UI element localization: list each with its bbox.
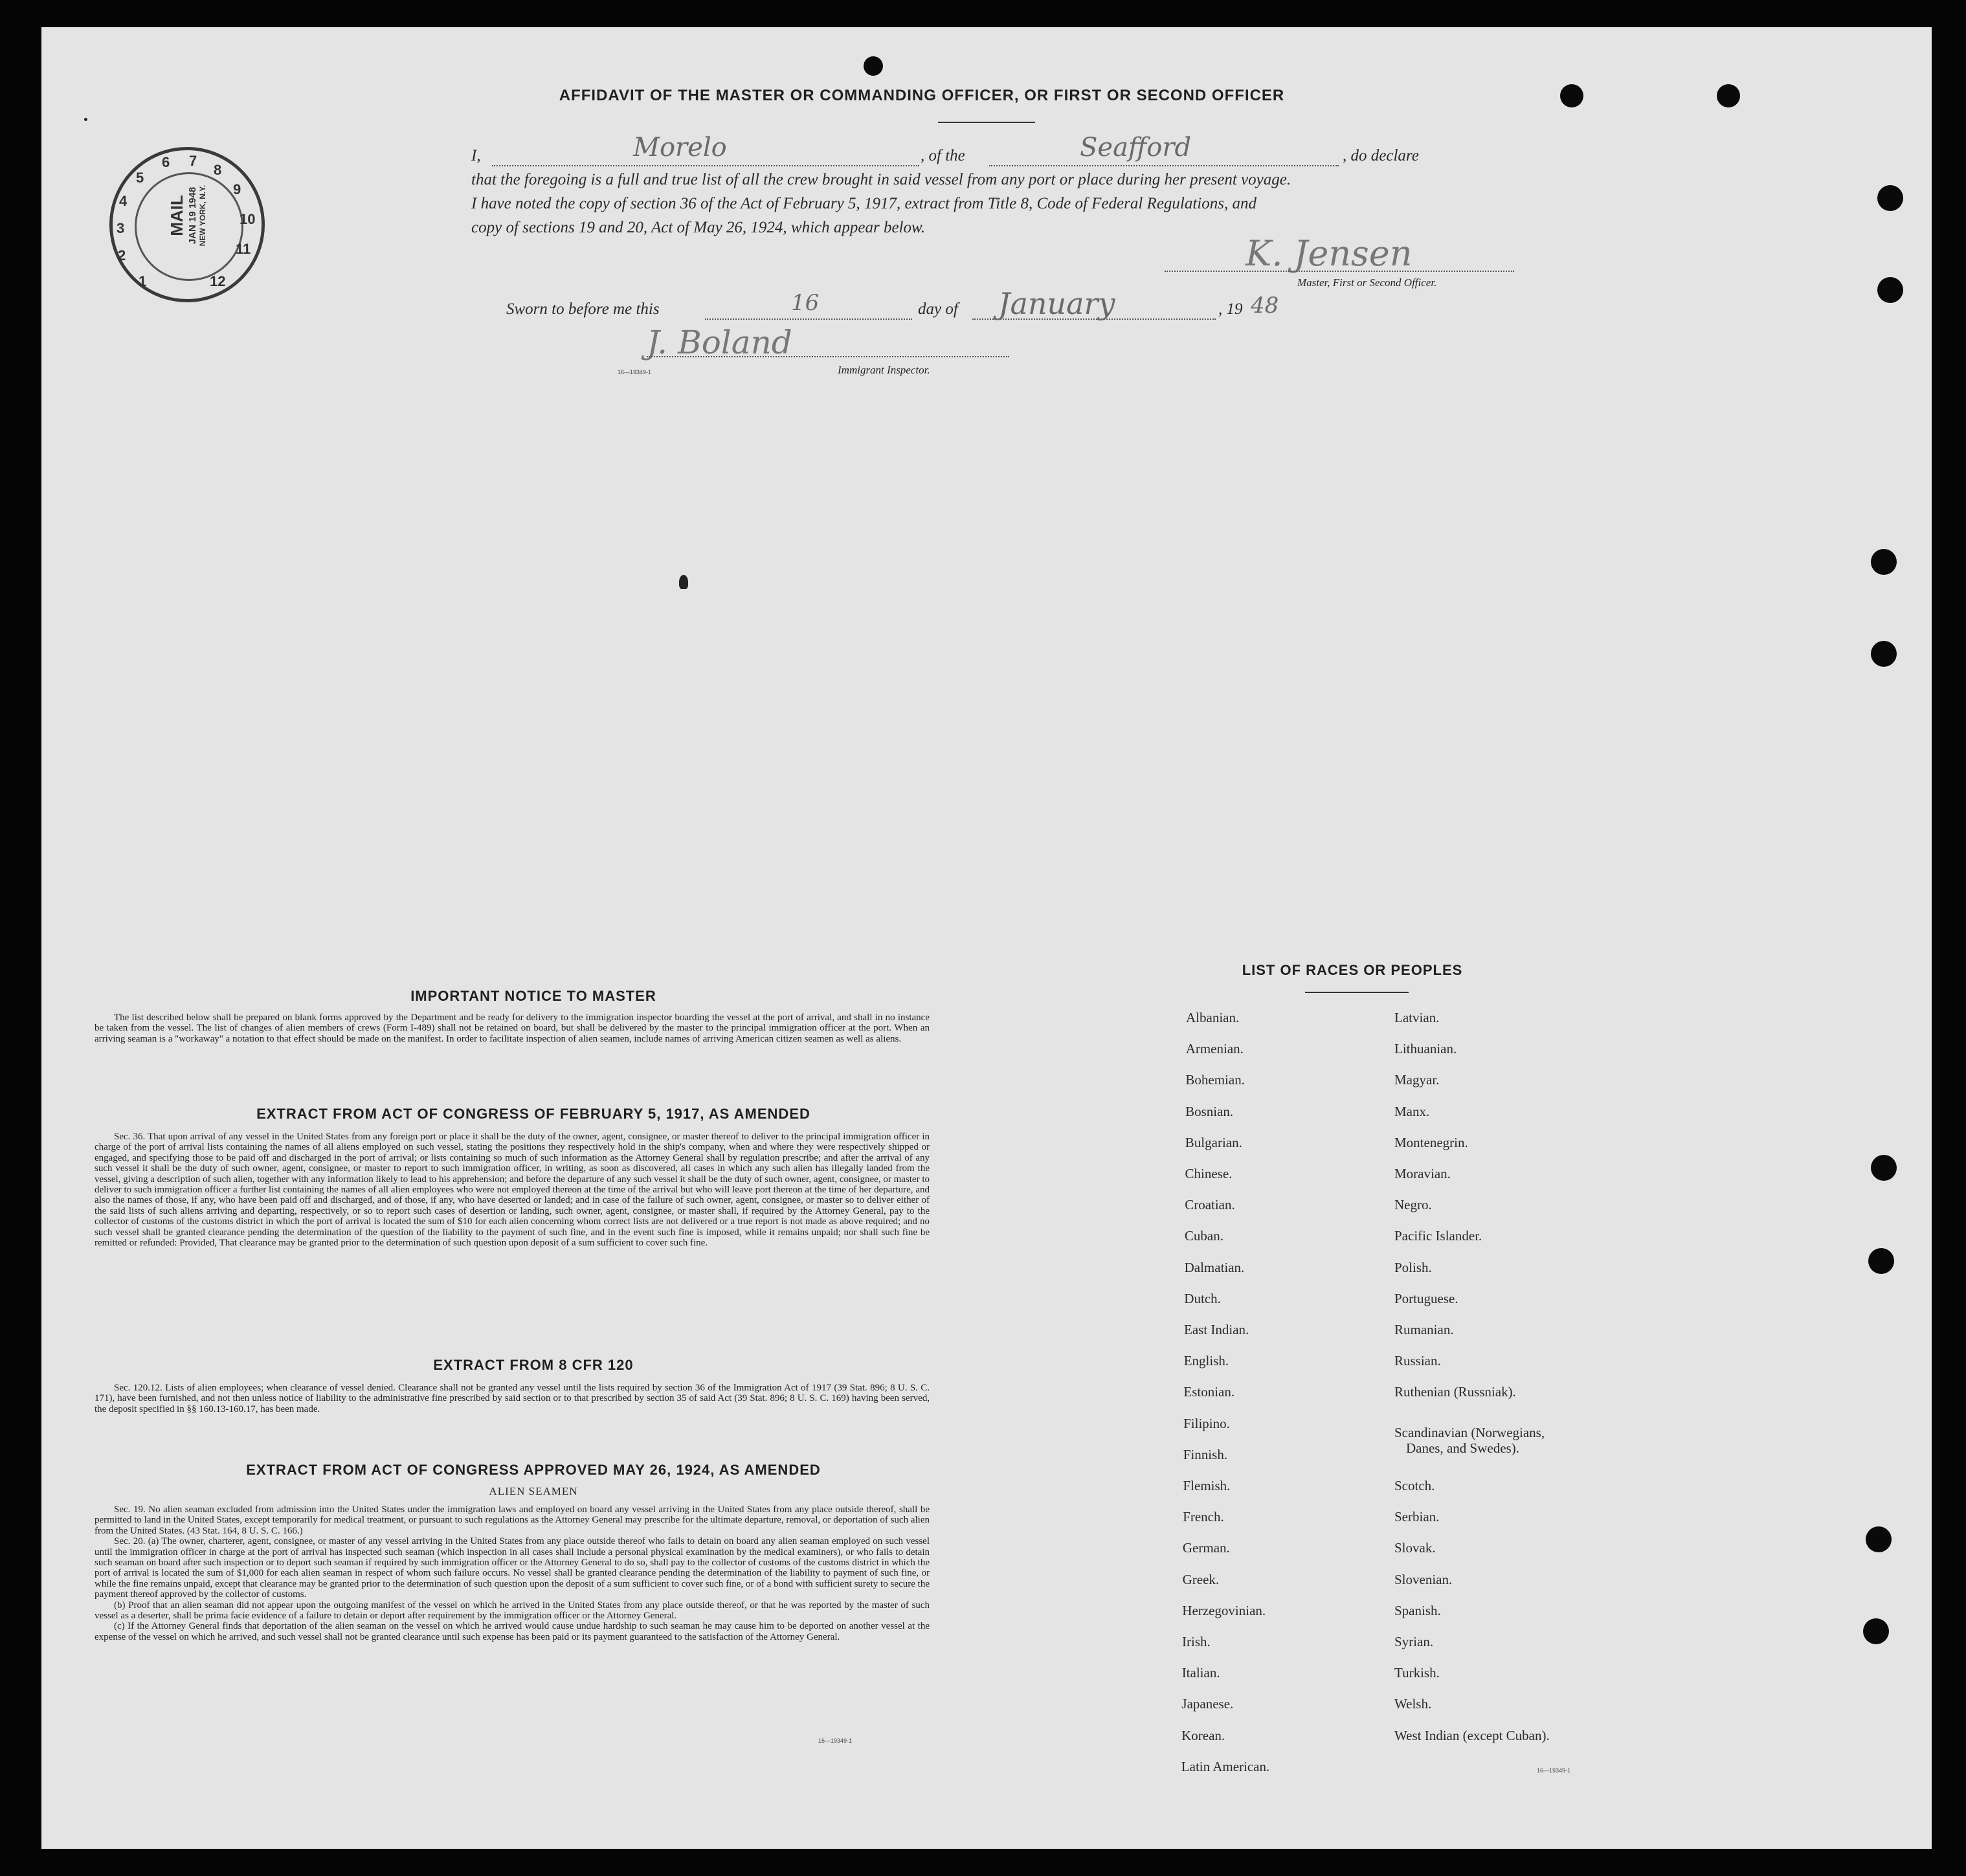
race-item: French. bbox=[1183, 1509, 1224, 1525]
race-item: German. bbox=[1182, 1540, 1230, 1556]
race-item: Dalmatian. bbox=[1184, 1259, 1245, 1275]
punch-hole bbox=[1877, 277, 1903, 303]
punch-hole bbox=[1717, 84, 1740, 107]
stamp-mail: MAIL bbox=[167, 195, 186, 236]
race-item: Bulgarian. bbox=[1185, 1134, 1242, 1150]
race-item: Filipino. bbox=[1183, 1415, 1230, 1431]
race-item: Herzegovinian. bbox=[1182, 1602, 1266, 1618]
affidavit-title: AFFIDAVIT OF THE MASTER OR COMMANDING OFFICER, OR FIRST OR SECOND OFFICER bbox=[559, 87, 1285, 104]
handwritten-day: 16 bbox=[791, 290, 820, 316]
name-field-line bbox=[492, 165, 919, 166]
stamp-core bbox=[167, 167, 207, 264]
extract3-paragraph: Sec. 20. (a) The owner, charterer, agent, consignee, or master of any vessel arriving in the United States from any place outside thereof who fails to detain on board any alien seaman employed on such vessel until the immigration officer in charge at the port of arrival has inspected such seaman (which inspection in all cases shall include a personal physical examination by the medical examiners), or who fails to detain such seaman on board after such inspection or to deport such seaman if required by such immigration officer or the Attorney General to do so, shall pay to the collector of customs of the customs district in which the port of arrival is located the sum of $1,000 for each alien seaman in respect of whom such failure occurs. No vessel shall be granted clearance pending the determination of the liability to payment of such fine, or while the fine remains unpaid, except that clearance may be granted prior to the determination of such question upon the deposit of a sum sufficient to cover such fine, or of a bond with sufficient surety to secure the payment thereof approved by the collector of customs. bbox=[95, 1536, 930, 1600]
race-item: Korean. bbox=[1181, 1727, 1225, 1743]
extract3-paragraph: Sec. 19. No alien seaman excluded from admission into the United States under the immigration laws and employed on board any vessel arriving in the United States from any place outside thereof, shall be permitted to land in the United States, except temporarily for medical treatment, or pursuant to such regulations as the Attorney General may prescribe for the ultimate departure, removal, or deportation of such alien from the United States. (43 Stat. 164, 8 U. S. C. 166.) bbox=[95, 1504, 930, 1536]
affidavit-line-2: that the foregoing is a full and true list of all the crew brought in said vessel from any port or place during her present voyage. bbox=[471, 171, 1291, 188]
race-item: Bohemian. bbox=[1185, 1072, 1245, 1088]
race-item: Moravian. bbox=[1394, 1166, 1451, 1181]
race-item: Cuban. bbox=[1184, 1228, 1223, 1244]
form-number: 16—19349-1 bbox=[618, 369, 652, 375]
affidavit-line-4: copy of sections 19 and 20, Act of May 26, 1924, which appear below. bbox=[471, 219, 926, 236]
punch-hole bbox=[864, 56, 883, 76]
handwritten-name: Morelo bbox=[633, 133, 727, 162]
punch-hole bbox=[1871, 641, 1897, 667]
race-item: Montenegrin. bbox=[1394, 1134, 1468, 1150]
vessel-field-line bbox=[989, 165, 1339, 166]
race-item: East Indian. bbox=[1184, 1322, 1249, 1337]
stamp-digit: 3 bbox=[117, 220, 125, 236]
race-item: Finnish. bbox=[1183, 1446, 1228, 1462]
day-of-label: day of bbox=[918, 300, 958, 318]
extract2-title: EXTRACT FROM 8 CFR 120 bbox=[433, 1357, 634, 1373]
races-title: LIST OF RACES OR PEOPLES bbox=[1242, 962, 1463, 978]
race-item: Slovenian. bbox=[1394, 1571, 1453, 1587]
race-item: Turkish. bbox=[1394, 1665, 1440, 1681]
extract3-paragraph: (b) Proof that an alien seaman did not appear upon the outgoing manifest of the vessel on which he arrived in the United States from any place outside thereof, or that he was reported by the master of such vessel as a deserter, shall be prima facie evidence of a failure to detain or deport after requirement by the immigration officer or the Attorney General. bbox=[95, 1600, 930, 1622]
race-item: Irish. bbox=[1182, 1634, 1211, 1649]
extract3-subtitle: ALIEN SEAMEN bbox=[489, 1485, 578, 1497]
extract3-form-number: 16—19349-1 bbox=[818, 1737, 853, 1744]
master-signature-line bbox=[1165, 271, 1514, 272]
handwritten-year: 48 bbox=[1251, 293, 1279, 318]
race-item: Greek. bbox=[1182, 1571, 1220, 1587]
day-field-line bbox=[705, 318, 912, 320]
stamp-digit: 10 bbox=[240, 211, 256, 227]
race-item: English. bbox=[1183, 1353, 1229, 1369]
race-item: Chinese. bbox=[1185, 1166, 1233, 1181]
postal-stamp bbox=[109, 147, 265, 302]
stamp-digit: 11 bbox=[236, 241, 251, 257]
punch-hole bbox=[1866, 1526, 1892, 1552]
race-item: Syrian. bbox=[1394, 1634, 1434, 1649]
extract2-paragraph: Sec. 120.12. Lists of alien employees; when clearance of vessel denied. Clearance shall not be granted any vessel until the lists required by section 36 of the Immigration Act of 1917 (39 Stat. 896; 8 U. S. C. 171), have been furnished, and not then unless notice of liability to the administrative fine prescribed by said section or to that prescribed by section 35 of said Act (39 Stat. 896; 8 U. S. C. 169) having been served, the deposit specified in §§ 160.13-160.17, has been made. bbox=[95, 1383, 930, 1414]
race-item: Lithuanian. bbox=[1394, 1041, 1457, 1057]
race-item: Croatian. bbox=[1185, 1197, 1235, 1213]
race-item: Portuguese. bbox=[1394, 1290, 1458, 1306]
race-item: Rumanian. bbox=[1394, 1322, 1454, 1337]
stamp-digit: 6 bbox=[162, 154, 170, 170]
ink-speck bbox=[679, 575, 688, 589]
inspector-signature-line bbox=[647, 356, 1009, 357]
stamp-digit: 9 bbox=[233, 181, 241, 197]
race-item: Japanese. bbox=[1181, 1696, 1234, 1712]
inspector-signature: J. Boland bbox=[647, 324, 792, 361]
stamp-digit: 4 bbox=[119, 193, 128, 209]
of-the-label: , of the bbox=[921, 147, 965, 164]
race-item: Spanish. bbox=[1394, 1602, 1441, 1618]
extract1-paragraph: Sec. 36. That upon arrival of any vessel in the United States from any foreign port or place it shall be the duty of the owner, agent, consignee, or master thereof to deliver to the principal immigration officer in charge of the port of arrival lists containing the names of all aliens employed on such vessel, stating the positions they respectively hold in the ship's company, when and where they were respectively shipped or engaged, and specifying those to be paid off and discharged in the port of arrival; or lists containing so much of such information as the Attorney General shall by regulation prescribe; and after the arrival of any such vessel it shall be the duty of such owner, agent, consignee, or master to report to such immigration officer, in writing, as soon as discovered, all cases in which any such alien has illegally landed from the vessel, giving a description of such alien, together with any information likely to lead to his apprehension; and before the departure of any such vessel it shall be the duty of such owner, agent, consignee, or master to deliver to such immigration officer a further list containing the names of all alien employees who were not employed thereon at the time of the arrival but who will leave port thereon at the time of her departure, and also the names of those, if any, who have been paid off and discharged, and of those, if any, who have deserted or landed; and in case of the failure of such owner, agent, consignee, or master so to deliver either of the said lists of such aliens arriving and departing, respectively, or so to report such cases of desertion or landing, such owner, agent, consignee, or master shall, if required by the Attorney General, pay to the collector of customs of the customs district in which the port of arrival is located the sum of $10 for each alien concerning whom correct lists are not delivered or a true report is not made as above required; and no such vessel shall be granted clearance pending the determination of the question of the liability to the payment of such fine, and in the event such fine is imposed, while it remains unpaid; nor shall such fine be remitted or refunded: Provided, That clearance may be granted prior to the determination of such question upon deposit of a sum sufficient to cover such fine. bbox=[95, 1132, 930, 1249]
stamp-digit: 5 bbox=[136, 170, 144, 186]
extract3-title: EXTRACT FROM ACT OF CONGRESS APPROVED MAY 26, 1924, AS AMENDED bbox=[246, 1462, 821, 1478]
do-declare-label: , do declare bbox=[1343, 147, 1419, 164]
race-item: Polish. bbox=[1394, 1259, 1432, 1275]
race-item: Dutch. bbox=[1184, 1290, 1221, 1306]
affidavit-line-3: I have noted the copy of section 36 of the Act of February 5, 1917, extract from Title 8, Code of Federal Regulations, and bbox=[471, 195, 1257, 212]
extract3-paragraph: (c) If the Attorney General finds that deportation of the alien seaman on the vessel on which he arrived would cause undue hardship to such seaman he may cause him to be deported on another vessel at the expense of the vessel on which he arrived, and such vessel shall not be granted clearance until such expense has been paid or its payment guaranteed to the satisfaction of the Attorney General. bbox=[95, 1621, 930, 1642]
handwritten-vessel: Seafford bbox=[1080, 133, 1192, 162]
master-caption: Master, First or Second Officer. bbox=[1297, 276, 1437, 289]
title-underline bbox=[938, 122, 1035, 123]
punch-hole bbox=[1863, 1618, 1889, 1644]
race-item: Scotch. bbox=[1394, 1478, 1435, 1493]
race-item: Flemish. bbox=[1183, 1478, 1231, 1493]
race-item: Serbian. bbox=[1394, 1509, 1440, 1525]
races-title-underline bbox=[1305, 992, 1409, 993]
race-item: Ruthenian (Russniak). bbox=[1394, 1384, 1516, 1400]
punch-hole bbox=[1868, 1248, 1894, 1274]
race-item: Negro. bbox=[1394, 1197, 1432, 1213]
race-item: Armenian. bbox=[1185, 1041, 1244, 1057]
race-item: Estonian. bbox=[1183, 1384, 1235, 1400]
stamp-digit: 1 bbox=[139, 273, 147, 289]
extract3-text bbox=[95, 1504, 930, 1642]
handwritten-month: January bbox=[998, 286, 1115, 321]
punch-hole bbox=[1871, 1155, 1897, 1181]
race-item: Albanian. bbox=[1186, 1010, 1240, 1025]
race-item: West Indian (except Cuban). bbox=[1394, 1727, 1550, 1743]
stamp-digit: 8 bbox=[214, 162, 222, 178]
race-item: Danes, and Swedes). bbox=[1406, 1440, 1519, 1456]
extract1-title: EXTRACT FROM ACT OF CONGRESS OF FEBRUARY 5, 1917, AS AMENDED bbox=[256, 1106, 810, 1122]
ink-speck bbox=[84, 118, 87, 121]
master-signature: K. Jensen bbox=[1246, 233, 1413, 274]
stamp-city: NEW YORK, N.Y. bbox=[198, 184, 207, 247]
sworn-label: Sworn to before me this bbox=[506, 300, 660, 318]
year-prefix: , 19 bbox=[1218, 300, 1243, 318]
punch-hole bbox=[1871, 549, 1897, 575]
prefix-i: I, bbox=[471, 147, 481, 164]
notice-paragraph: The list described below shall be prepared on blank forms approved by the Department and be ready for delivery to the immigration inspector boarding the vessel at the port of arrival, and shall in no instance be taken from the vessel. The list of changes of alien members of crews (Form I-489) shall not be retained on board, but shall be delivered by the master to the principal immigration officer at the port. When an arriving seaman is a "workaway" a notation to that effect should be made on the manifest. In order to facilitate inspection of alien seamen, include names of arriving American citizen seamen as well as aliens. bbox=[95, 1012, 930, 1044]
race-item: Latin American. bbox=[1181, 1758, 1270, 1774]
race-item: Manx. bbox=[1394, 1103, 1430, 1119]
race-item: Scandinavian (Norwegians, bbox=[1394, 1424, 1545, 1440]
extract1-text bbox=[95, 1132, 930, 1248]
race-item: Magyar. bbox=[1394, 1072, 1440, 1088]
race-item: Welsh. bbox=[1394, 1696, 1432, 1712]
stamp-digit: 2 bbox=[118, 247, 126, 263]
notice-title: IMPORTANT NOTICE TO MASTER bbox=[410, 988, 656, 1004]
punch-hole bbox=[1877, 185, 1903, 211]
stamp-date: JAN 19 1948 bbox=[187, 186, 198, 245]
race-item: Slovak. bbox=[1394, 1540, 1436, 1556]
inspector-caption: Immigrant Inspector. bbox=[838, 364, 930, 376]
race-item: Latvian. bbox=[1394, 1010, 1440, 1025]
notice-text bbox=[95, 1012, 930, 1044]
race-item: Pacific Islander. bbox=[1394, 1228, 1482, 1244]
race-item: Russian. bbox=[1394, 1353, 1441, 1369]
race-item: Bosnian. bbox=[1185, 1103, 1234, 1119]
stamp-digit: 12 bbox=[210, 273, 226, 289]
sworn-line bbox=[506, 286, 1348, 326]
races-form-number: 16—19349-1 bbox=[1537, 1767, 1571, 1774]
document-page bbox=[41, 27, 1932, 1849]
affidavit-line-1 bbox=[471, 133, 1572, 170]
punch-hole bbox=[1560, 84, 1583, 107]
stamp-digit: 7 bbox=[189, 153, 197, 169]
race-item: Italian. bbox=[1181, 1665, 1220, 1681]
extract2-text bbox=[95, 1383, 930, 1414]
